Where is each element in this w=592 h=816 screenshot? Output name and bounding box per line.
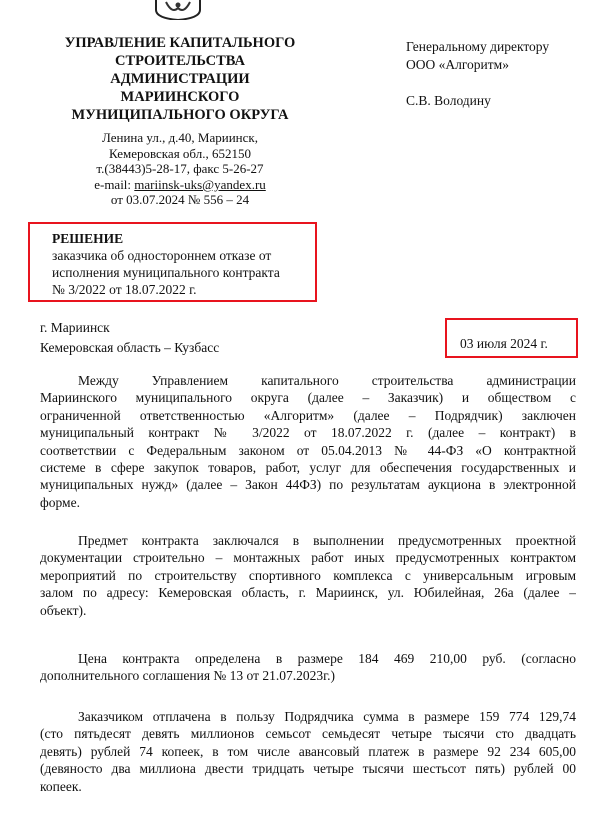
text-line: муниципальный контракт № 3/2022 от 18.07.2022 г. (далее – контракт) в	[40, 425, 576, 441]
address-line: Ленина ул., д.40, Мариинск,	[102, 130, 258, 145]
decision-line: заказчика об одностороннем отказе от	[52, 248, 272, 263]
text-line: (сто пятьдесят девять миллионов семьсот семьдесят четыре тысячи сто двадцать	[40, 726, 576, 742]
text-line: форме.	[40, 494, 80, 510]
decision-line: исполнения муниципального контракта	[52, 265, 280, 280]
org-line: СТРОИТЕЛЬСТВА	[114, 53, 246, 69]
recipient-position: Генеральному директору	[406, 39, 550, 54]
address-line: т.(38443)5-28-17, факс 5-26-27	[96, 161, 264, 177]
text-line: девять) рублей 74 копеек, в том числе авансовый платеж в размере 92 234 605,00	[40, 743, 576, 759]
text-line: документации строительно – монтажных работ иных предусмотренных контрактом	[40, 550, 576, 566]
coat-of-arms-icon	[152, 0, 204, 20]
email-line	[60, 177, 300, 193]
text-line: ограниченной ответственностью «Алгоритм» (далее – Подрядчик) заключен	[40, 407, 576, 423]
text-line: Мариинского муниципального округа (далее – Заказчик) и обществом с	[40, 390, 576, 406]
paragraph-price	[40, 650, 576, 685]
org-line: УПРАВЛЕНИЕ КАПИТАЛЬНОГО	[64, 35, 296, 51]
organization-name	[40, 34, 320, 124]
place-block	[40, 318, 219, 358]
text-line: (девяносто два миллиона двести тридцать четыре тысячи шестьсот пять) рублей 00	[40, 761, 576, 777]
address-line: Кемеровская обл., 652150	[109, 145, 251, 161]
text-line: дополнительного соглашения № 13 от 21.07.2023г.)	[40, 668, 336, 684]
reference-number: от 03.07.2024 № 556 – 24	[110, 192, 250, 208]
org-line: МУНИЦИПАЛЬНОГО ОКРУГА	[71, 107, 289, 123]
text-line: Заказчиком отплачена в пользу Подрядчика сумма в размере 159 774 129,74	[78, 709, 576, 724]
organization-address	[60, 130, 300, 208]
email-label: e-mail:	[94, 176, 135, 192]
recipient-person: С.В. Володину	[406, 93, 491, 108]
text-line: копеек.	[40, 778, 82, 794]
text-line: муниципальных нужд» (далее – Закон 44ФЗ) по результатам аукциона в электронной	[40, 477, 576, 493]
text-line: мероприятий по строительству спортивного комплекса с универсальным игровым	[40, 567, 576, 583]
org-line: МАРИИНСКОГО	[120, 89, 240, 105]
decision-heading	[52, 230, 280, 298]
place-city: г. Мариинск	[40, 320, 110, 335]
org-line: АДМИНИСТРАЦИИ	[110, 71, 250, 87]
text-line: Между Управлением капитального строительства администрации	[78, 373, 576, 388]
paragraph-parties	[40, 372, 576, 511]
email-link[interactable]: mariinsk-uks@yandex.ru	[134, 176, 266, 192]
decision-title: РЕШЕНИЕ	[52, 231, 124, 246]
recipient-company: ООО «Алгоритм»	[406, 57, 509, 72]
paragraph-subject	[40, 532, 576, 619]
paragraph-payment	[40, 708, 576, 795]
text-line: Цена контракта определена в размере 184 469 210,00 руб. (согласно	[78, 651, 576, 666]
text-line: залом по адресу: Кемеровская область, г. Мариинск, ул. Юбилейная, 26а (далее –	[40, 585, 576, 601]
text-line: Предмет контракта заключался в выполнении предусмотренных проектной	[78, 533, 576, 548]
text-line: соответствии с Федеральным законом от 05.04.2013 № 44-ФЗ «О контрактной	[40, 442, 576, 458]
text-line: объект).	[40, 602, 87, 618]
text-line: системе в сфере закупок товаров, работ, услуг для обеспечения государственных и	[40, 459, 576, 475]
recipient-block	[406, 38, 549, 110]
place-region: Кемеровская область – Кузбасс	[40, 340, 220, 355]
document-date: 03 июля 2024 г.	[460, 336, 548, 351]
decision-line: № 3/2022 от 18.07.2022 г.	[52, 282, 197, 297]
